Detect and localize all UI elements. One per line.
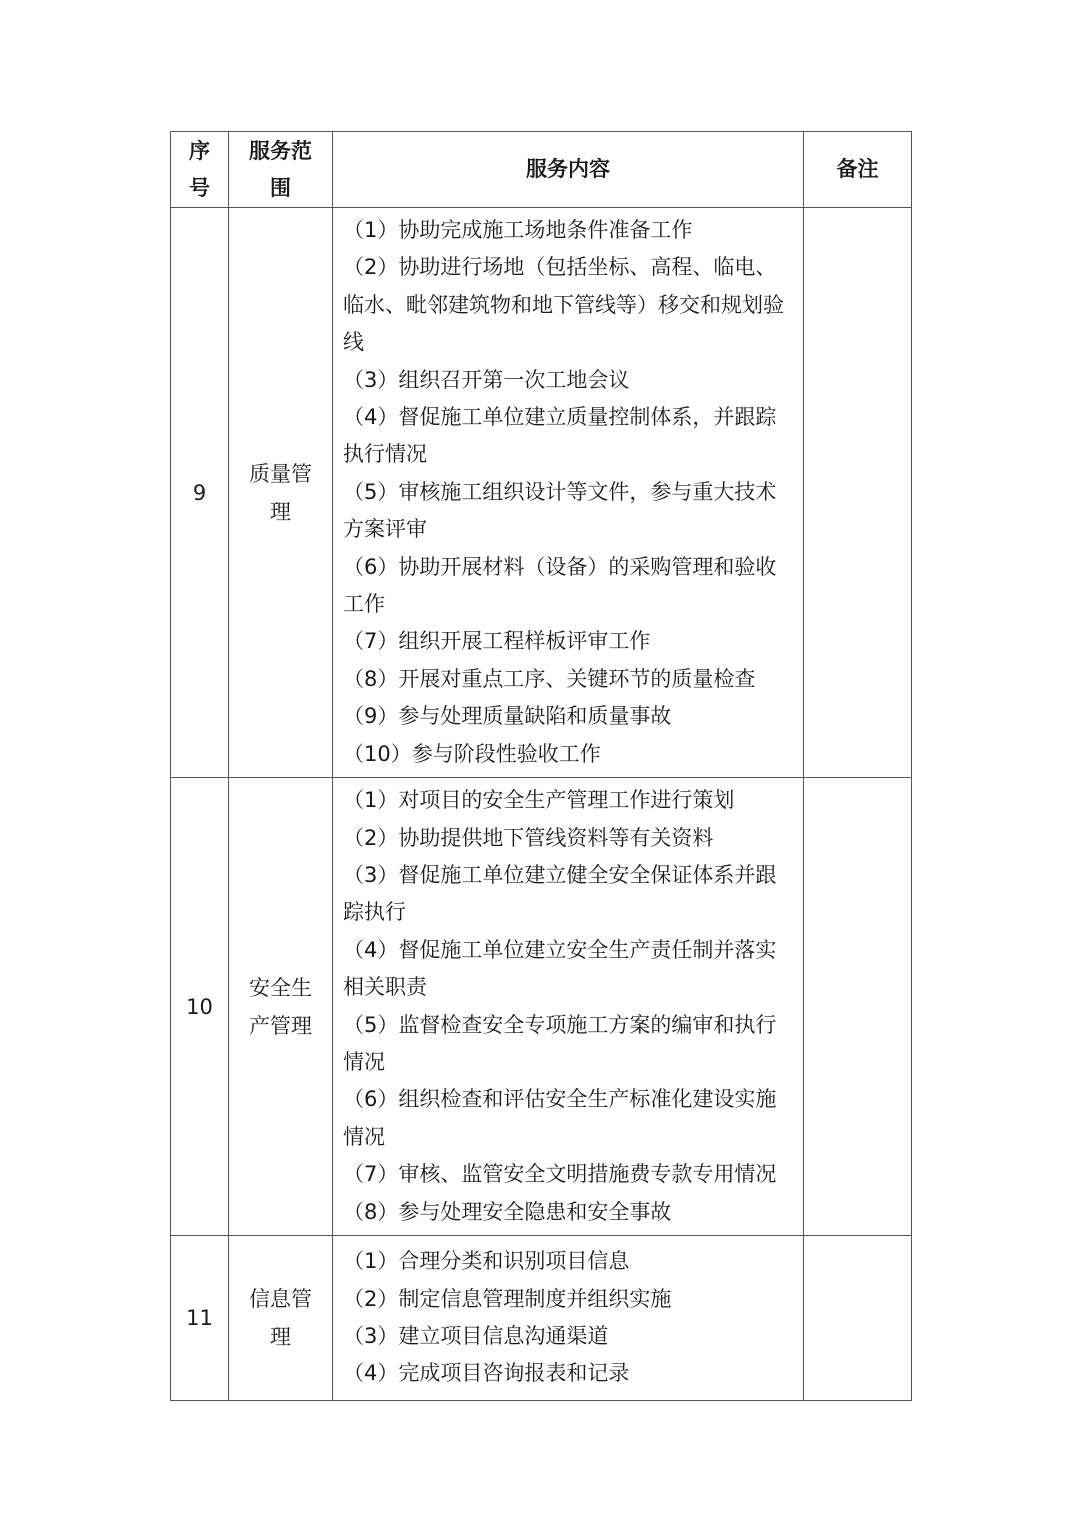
content-item: （3）建立项目信息沟通渠道	[343, 1323, 609, 1348]
row-note	[804, 208, 912, 778]
table-row	[171, 778, 912, 1236]
content-item: （2）制定信息管理制度并组织实施	[343, 1286, 672, 1311]
row-note	[804, 778, 912, 1236]
header-note: 备注	[804, 132, 912, 208]
content-item: （4）督促施工单位建立质量控制体系，并跟踪执行情况	[343, 405, 777, 467]
row-scope-line1: 信息管	[249, 1286, 312, 1311]
content-item: （8）开展对重点工序、关键环节的质量检查	[343, 666, 756, 691]
table-header-row	[171, 132, 912, 208]
content-item: （2）协助进行场地（包括坐标、高程、临电、临水、毗邻建筑物和地下管线等）移交和规划验线	[343, 255, 784, 355]
header-content: 服务内容	[333, 132, 804, 208]
header-no-line2: 号	[189, 175, 210, 200]
content-item: （3）督促施工单位建立健全安全保证体系并跟踪执行	[343, 862, 777, 925]
header-scope-line2: 围	[270, 175, 291, 200]
content-item: （3）组织召开第一次工地会议	[343, 367, 630, 392]
row-scope-line2: 产管理	[249, 1013, 312, 1038]
row-content	[333, 778, 804, 1236]
content-item: （6）组织检查和评估安全生产标准化建设实施情况	[343, 1087, 777, 1149]
row-number: 10	[171, 778, 229, 1236]
row-scope	[229, 1235, 333, 1400]
content-item: （4）督促施工单位建立安全生产责任制并落实相关职责	[343, 937, 777, 1000]
content-item: （6）协助开展材料（设备）的采购管理和验收工作	[343, 554, 777, 617]
row-number: 9	[171, 208, 229, 778]
content-item: （1）对项目的安全生产管理工作进行策划	[343, 788, 735, 813]
content-item: （2）协助提供地下管线资料等有关资料	[343, 825, 714, 850]
content-item: （5）监督检查安全专项施工方案的编审和执行情况	[343, 1012, 777, 1074]
row-number: 11	[171, 1235, 229, 1400]
service-table	[170, 131, 912, 1401]
content-item: （4）完成项目咨询报表和记录	[343, 1361, 630, 1386]
header-scope-line1: 服务范	[249, 138, 312, 163]
content-item: （7）组织开展工程样板评审工作	[343, 629, 651, 654]
row-scope-line2: 理	[270, 1324, 291, 1349]
row-content	[333, 208, 804, 778]
content-item: （8）参与处理安全隐患和安全事故	[343, 1199, 672, 1224]
row-scope	[229, 778, 333, 1236]
content-item: （9）参与处理质量缺陷和质量事故	[343, 704, 672, 729]
content-item: （7）审核、监管安全文明措施费专款专用情况	[343, 1162, 777, 1187]
table-row	[171, 208, 912, 778]
header-scope	[229, 132, 333, 208]
row-scope	[229, 208, 333, 778]
row-scope-line1: 质量管	[249, 461, 312, 486]
header-no	[171, 132, 229, 208]
table-row	[171, 1235, 912, 1400]
content-item: （1）协助完成施工场地条件准备工作	[343, 218, 693, 242]
row-scope-line1: 安全生	[249, 975, 312, 1000]
content-item: （1）合理分类和识别项目信息	[343, 1249, 630, 1274]
content-item: （10）参与阶段性验收工作	[343, 741, 601, 766]
row-content	[333, 1235, 804, 1400]
row-scope-line2: 理	[270, 499, 291, 524]
content-item: （5）审核施工组织设计等文件，参与重大技术方案评审	[343, 479, 777, 542]
header-no-line1: 序	[189, 138, 210, 163]
row-note	[804, 1235, 912, 1400]
